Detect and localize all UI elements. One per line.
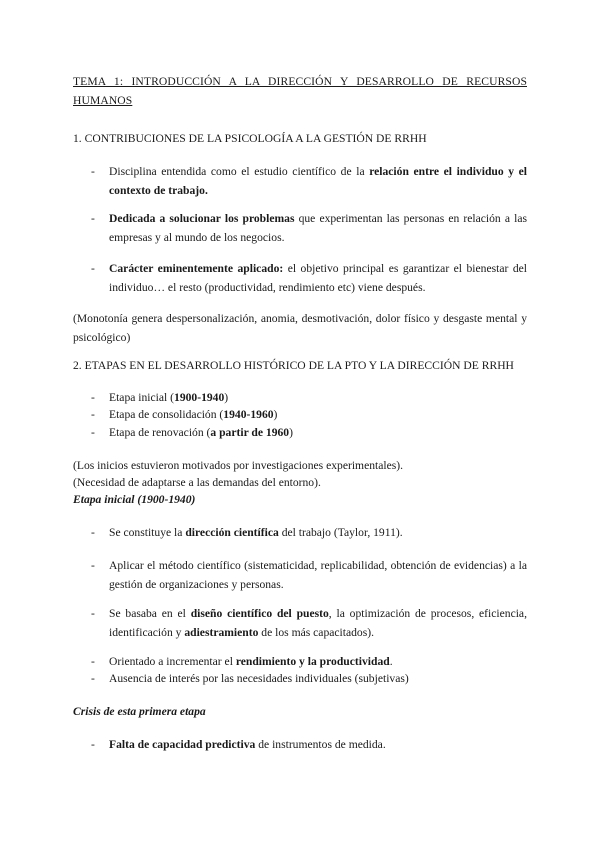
list-item: Dedicada a solucionar los problemas que experimentan las personas en relación a las empresas y al mundo de los negocios. [109,212,527,244]
list-item: Aplicar el método científico (sistematicidad, replicabilidad, obtención de evidencias) a la gestión de organizaciones y personas. [109,559,527,591]
list-item: Etapa inicial (1900-1940) [109,391,229,404]
section-note: (Monotonía genera despersonalización, anomia, desmotivación, dolor físico y desgaste mental y psicológico) [73,312,527,344]
bullet-marker: - [91,262,95,275]
bullet-marker: - [91,655,95,668]
bullet-marker: - [91,165,95,178]
bullet-marker: - [91,526,95,539]
bullet-marker: - [91,408,95,421]
section-note: (Los inicios estuvieron motivados por investigaciones experimentales). [73,459,404,472]
list-item: Se constituye la dirección científica del trabajo (Taylor, 1911). [109,526,403,539]
list-item: Etapa de consolidación (1940-1960) [109,408,278,421]
subheading-initial-stage: Etapa inicial (1900-1940) [73,493,196,506]
bullet-marker: - [91,559,95,572]
bullet-marker: - [91,426,95,439]
section-heading-1: 1. CONTRIBUCIONES DE LA PSICOLOGÍA A LA GESTIÓN DE RRHH [73,132,427,145]
bullet-marker: - [91,672,95,685]
section-note: (Necesidad de adaptarse a las demandas del entorno). [73,476,321,489]
document-title: TEMA 1: INTRODUCCIÓN A LA DIRECCIÓN Y DESARROLLO DE RECURSOS HUMANOS [73,75,527,107]
section-heading-2: 2. ETAPAS EN EL DESARROLLO HISTÓRICO DE LA PTO Y LA DIRECCIÓN DE RRHH [73,359,514,372]
bullet-marker: - [91,212,95,225]
list-item: Carácter eminentemente aplicado: el objetivo principal es garantizar el bienestar del individuo… el resto (productividad, rendimiento etc) viene después. [109,262,527,294]
list-item: Orientado a incrementar el rendimiento y la productividad. [109,655,393,668]
list-item: Etapa de renovación (a partir de 1960) [109,426,293,439]
bullet-marker: - [91,391,95,404]
bullet-marker: - [91,738,95,751]
list-item: Ausencia de interés por las necesidades individuales (subjetivas) [109,672,409,685]
list-item: Falta de capacidad predictiva de instrumentos de medida. [109,738,386,751]
list-item: Disciplina entendida como el estudio científico de la relación entre el individuo y el contexto de trabajo. [109,165,527,197]
list-item: Se basaba en el diseño científico del puesto, la optimización de procesos, eficiencia, identificación y adiestramiento de los más capacitados). [109,607,527,639]
subheading-crisis: Crisis de esta primera etapa [73,705,206,718]
bullet-marker: - [91,607,95,620]
